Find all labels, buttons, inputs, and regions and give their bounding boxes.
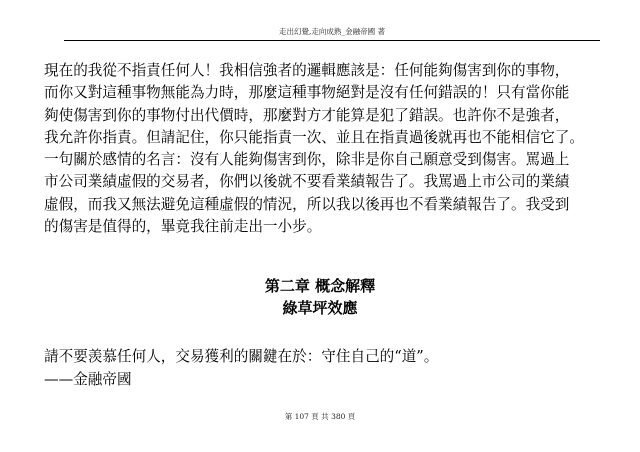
chapter-subtitle: 綠草坪效應 (282, 299, 358, 317)
page-header: 走出幻覺,走向成熟_金融帝國 著 (278, 27, 386, 36)
body-paragraph: 現在的我從不指責任何人！我相信強者的邏輯應該是：任何能夠傷害到你的事物， 而你又對這種事物無能為力時，那麼這種事物絕對是沒有任何錯誤的！只有當你能 夠使傷害到你的事物付出代價時，那麼對方才能算是犯了錯誤。也許你不是強者， 我允許你指責。但請記住，你只能指責一次、並且在指責過後就再也不能相信它了。 一句關於感情的名言：沒有人能夠傷害到你，除非是你自己願意受到傷害。罵過上 市公司業績虛假的交易者，你們以後就不要看業績報告了。我罵過上市公司的業績 虛假，而我又無法避免這種虛假的情況，所以我以後再也不看業績報告了。我受到 的傷害是值得的，畢竟我往前走出一小步。 (44, 62, 584, 236)
quote-text: 請不要羡慕任何人，交易獲利的關鍵在於：守住自己的“道”。 (44, 348, 439, 365)
chapter-title: 第二章 概念解釋 (264, 277, 376, 295)
header-rule (64, 40, 600, 41)
page-footer: 第 107 頁 共 380 頁 (284, 412, 356, 421)
quote-attribution: ——金融帝國 (44, 371, 132, 388)
